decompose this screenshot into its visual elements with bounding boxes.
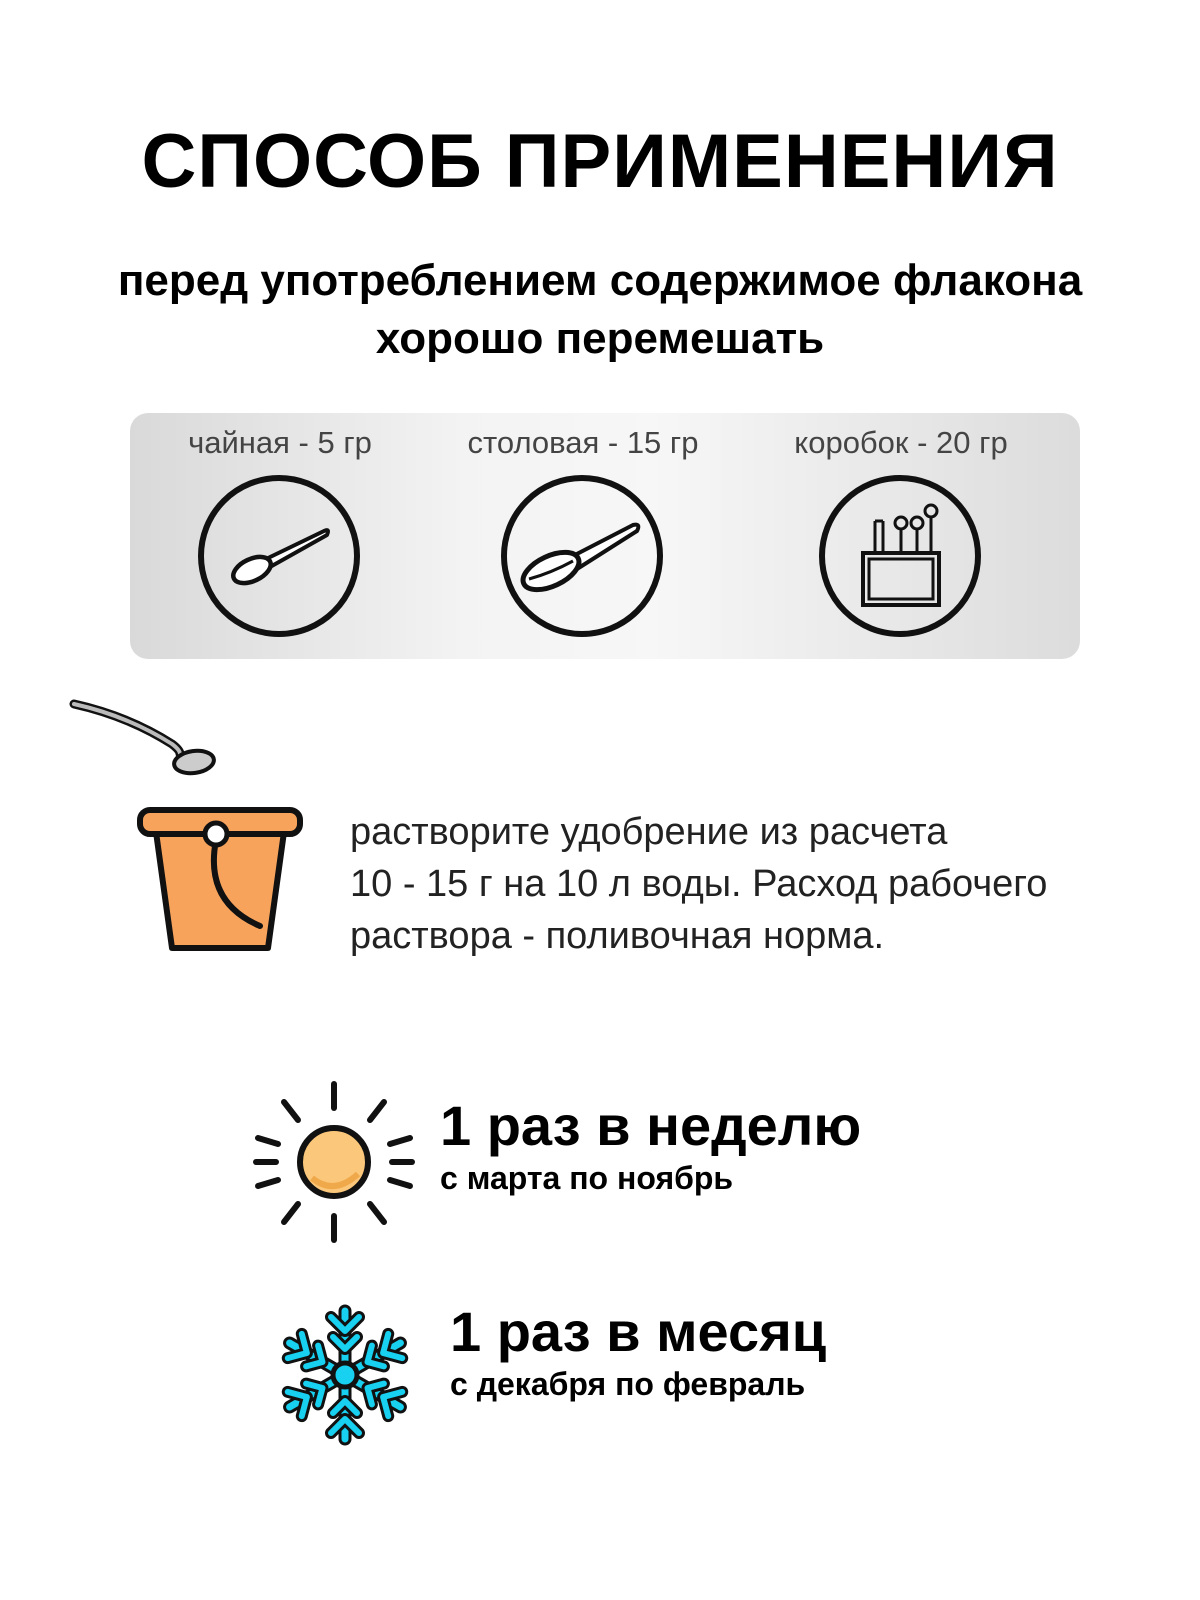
measure-matchbox: [751, 413, 1051, 659]
teaspoon-icon: [196, 473, 362, 639]
snowflake-icon: [280, 1300, 410, 1450]
instructions-text: [350, 806, 1150, 962]
measure-tablespoon: [433, 413, 733, 659]
measure-label: столовая - 15 гр: [467, 425, 699, 460]
frequency-winter: [450, 1300, 826, 1404]
frequency-period: с декабря по февраль: [450, 1366, 806, 1402]
frequency-period: с марта по ноябрь: [440, 1160, 734, 1196]
subtitle: [40, 252, 1160, 368]
matchbox-icon: [817, 473, 983, 639]
measure-label: чайная - 5 гр: [188, 425, 372, 460]
frequency-summer: [440, 1094, 861, 1198]
instructions-line-2: 10 - 15 г на 10 л воды. Расход рабочего: [350, 863, 1048, 905]
measure-label: коробок - 20 гр: [794, 425, 1008, 460]
subtitle-line-1: перед употреблением содержимое флакона: [117, 256, 1083, 305]
frequency-main: 1 раз в неделю: [440, 1094, 862, 1157]
tablespoon-icon: [499, 473, 665, 639]
frequency-main: 1 раз в месяц: [450, 1300, 827, 1363]
measure-teaspoon: [130, 413, 430, 659]
instructions-line-3: раствора - поливочная норма.: [350, 915, 885, 957]
subtitle-line-2: хорошо перемешать: [375, 314, 825, 363]
measures-panel: [130, 413, 1080, 659]
sun-icon: [250, 1078, 418, 1246]
bucket-icon: [134, 806, 306, 956]
spoon-icon: [68, 696, 228, 784]
instructions-line-1: растворите удобрение из расчета: [350, 811, 948, 853]
page-title: СПОСОБ ПРИМЕНЕНИЯ: [141, 119, 1059, 204]
